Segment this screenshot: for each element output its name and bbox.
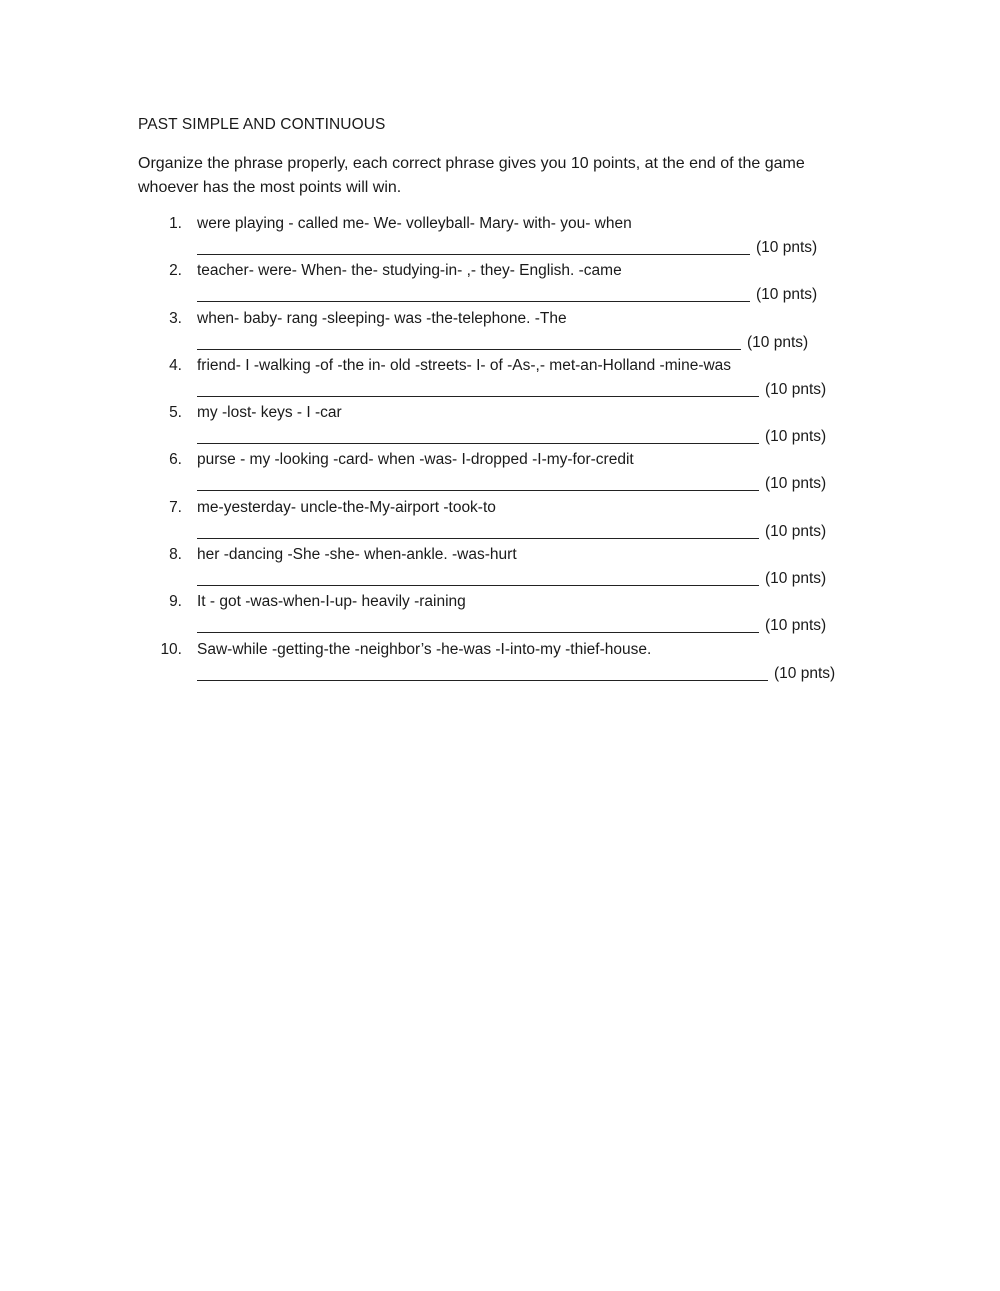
item-number: 9. — [169, 593, 182, 611]
points-label: (10 pnts) — [765, 522, 827, 540]
exercise-item-5 — [0, 401, 1000, 448]
scrambled-phrase: her -dancing -She -she- when-ankle. -was-hurt — [197, 546, 517, 564]
scrambled-phrase: my -lost- keys - I -car — [197, 404, 342, 422]
points-label: (10 pnts) — [747, 333, 809, 351]
item-number: 4. — [169, 356, 182, 374]
points-label: (10 pnts) — [765, 380, 827, 398]
page-title: PAST SIMPLE AND CONTINUOUS — [138, 116, 386, 133]
scrambled-phrase: teacher- were- When- the- studying-in- ,- they- English. -came — [197, 262, 622, 280]
answer-row — [197, 330, 808, 354]
answer-row — [197, 613, 826, 637]
answer-input-3[interactable] — [197, 331, 741, 350]
answer-row — [197, 235, 817, 259]
points-label: (10 pnts) — [756, 286, 818, 304]
item-number: 7. — [169, 498, 182, 516]
exercise-item-1 — [0, 212, 1000, 259]
points-label: (10 pnts) — [765, 428, 827, 446]
answer-row — [197, 519, 826, 543]
answer-row — [197, 661, 835, 685]
answer-row — [197, 424, 826, 448]
exercise-item-9 — [0, 590, 1000, 637]
exercise-item-10 — [0, 638, 1000, 685]
points-label: (10 pnts) — [765, 617, 827, 635]
item-number: 3. — [169, 309, 182, 327]
answer-row — [197, 282, 817, 306]
scrambled-phrase: when- baby- rang -sleeping- was -the-telephone. -The — [197, 309, 567, 327]
answer-input-9[interactable] — [197, 614, 759, 633]
scrambled-phrase: friend- I -walking -of -the in- old -streets- I- of -As-,- met-an-Holland -mine-was — [197, 356, 732, 374]
exercise-item-8 — [0, 543, 1000, 590]
item-number: 6. — [169, 451, 182, 469]
exercise-item-7 — [0, 496, 1000, 543]
answer-input-6[interactable] — [197, 472, 759, 491]
answer-input-2[interactable] — [197, 283, 750, 302]
exercise-list — [0, 212, 1000, 685]
answer-input-7[interactable] — [197, 520, 759, 539]
answer-input-10[interactable] — [197, 662, 768, 681]
item-number: 2. — [169, 262, 182, 280]
scrambled-phrase: It - got -was-when-I-up- heavily -raining — [197, 593, 466, 611]
exercise-item-6 — [0, 448, 1000, 495]
scrambled-phrase: me-yesterday- uncle-the-My-airport -took-to — [197, 498, 496, 516]
item-number: 1. — [169, 215, 182, 232]
points-label: (10 pnts) — [765, 475, 827, 493]
scrambled-phrase: purse - my -looking -card- when -was- I-dropped -I-my-for-credit — [197, 451, 634, 469]
instructions-text: Organize the phrase properly, each correct phrase gives you 10 points, at the end of the game whoever has the most points will win. — [138, 155, 805, 196]
exercise-item-2 — [0, 259, 1000, 306]
answer-input-1[interactable] — [197, 236, 750, 255]
exercise-item-3 — [0, 307, 1000, 354]
answer-input-5[interactable] — [197, 425, 759, 444]
item-number: 5. — [169, 404, 182, 422]
answer-input-8[interactable] — [197, 567, 759, 586]
exercise-item-4 — [0, 354, 1000, 401]
points-label: (10 pnts) — [765, 570, 827, 588]
scrambled-phrase: Saw-while -getting-the -neighbor’s -he-was -I-into-my -thief-house. — [197, 640, 652, 658]
points-label: (10 pnts) — [774, 664, 836, 682]
answer-row — [197, 377, 826, 401]
scrambled-phrase: were playing - called me- We- volleyball- Mary- with- you- when — [197, 215, 632, 232]
answer-input-4[interactable] — [197, 378, 759, 397]
answer-row — [197, 566, 826, 590]
item-number: 8. — [169, 546, 182, 564]
answer-row — [197, 471, 826, 495]
item-number: 10. — [160, 640, 182, 658]
points-label: (10 pnts) — [756, 239, 818, 256]
